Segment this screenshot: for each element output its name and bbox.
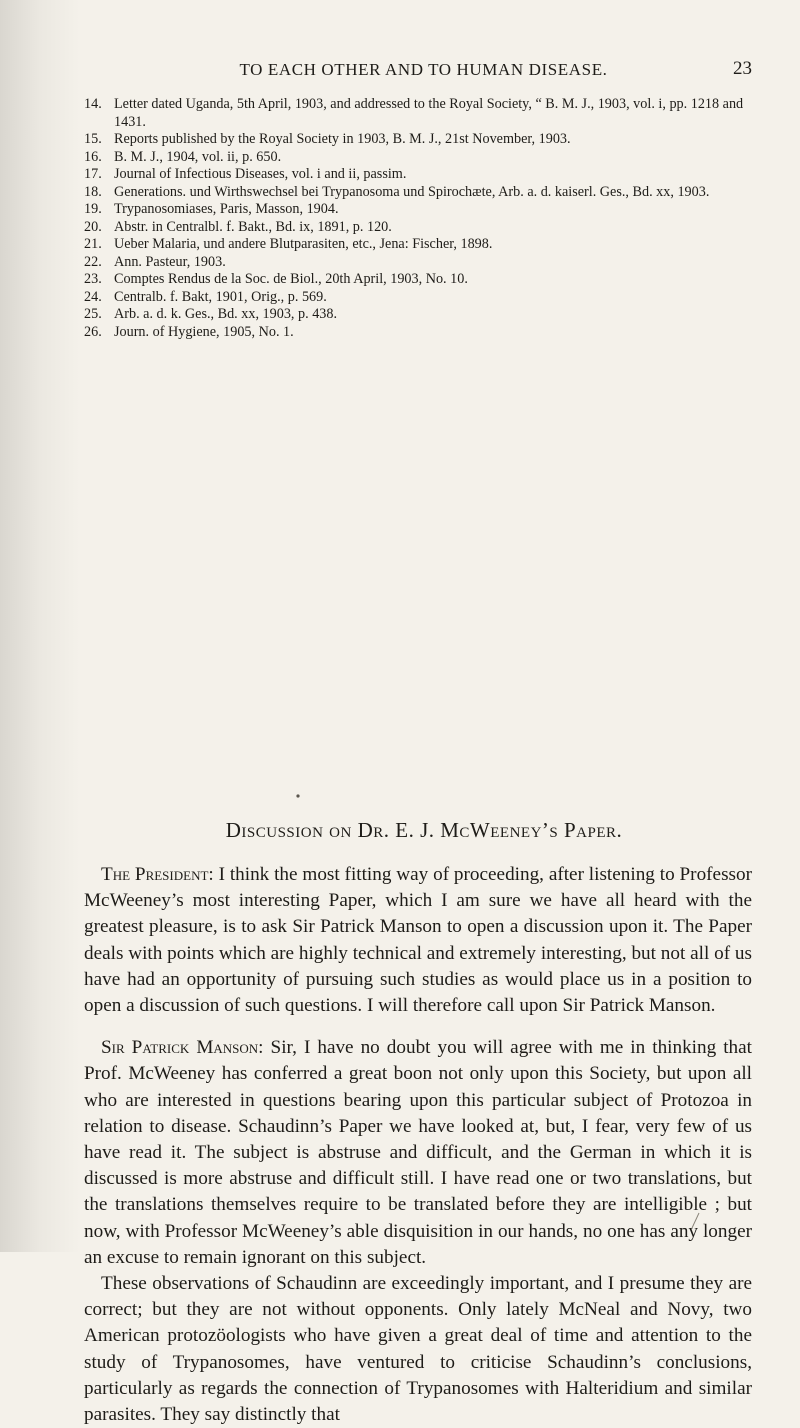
reference-list: [84, 96, 752, 341]
paragraph-continuation: These observations of Schaudinn are exceedingly important, and I presume they are correct; but they are not without opponents. Only lately McNeal and Novy, two American protozöologists who have given a great deal of time and attention to the study of Trypanosomes, have ventured to criticise Schaudinn’s conclusions, particularly as regards the connection of Trypanosomes with Halteridium and similar parasites. They say distinctly that: [84, 1273, 752, 1426]
discussion-body: [84, 862, 752, 1428]
reference-item: 21. Ueber Malaria, und andere Blutparasiten, etc., Jena: Fischer, 1898.: [84, 236, 493, 252]
discussion-heading: Discussion on Dr. E. J. McWeeney’s Paper.: [225, 818, 623, 842]
reference-item: 15. Reports published by the Royal Society in 1903, B. M. J., 21st November, 1903.: [84, 131, 571, 147]
page-number: 23: [733, 58, 752, 79]
speaker-label: The President: [101, 864, 209, 885]
reference-item: 16. B. M. J., 1904, vol. ii, p. 650.: [84, 148, 282, 165]
reference-item: 19. Trypanosomiases, Paris, Masson, 1904.: [84, 201, 339, 217]
reference-item: 22. Ann. Pasteur, 1903.: [84, 253, 226, 270]
reference-item: 14. Letter dated Uganda, 5th April, 1903, and addressed to the Royal Society, “ B. M. J., 1903, vol. i, pp. 1218 and 1431.: [84, 96, 744, 130]
stray-pencil-mark: [690, 1210, 702, 1230]
reference-item: 25. Arb. a. d. k. Ges., Bd. xx, 1903, p. 438.: [84, 306, 338, 322]
reference-item: 23. Comptes Rendus de la Soc. de Biol., 20th April, 1903, No. 10.: [84, 271, 468, 287]
reference-item: 20. Abstr. in Centralbl. f. Bakt., Bd. ix, 1891, p. 120.: [84, 218, 392, 235]
paragraph-president: The President: I think the most fitting way of proceeding, after listening to Professor McWeeney’s most interesting Paper, which I am sure we have all heard with the greatest pleasure, is to ask Sir Patrick Manson to open a discussion upon it. The Paper deals with points which are highly technical and extremely interesting, but not all of us have had an opportunity of pursuing such studies as would place us in a position to open a discussion of such questions. I will therefore call upon Sir Patrick Manson.: [84, 864, 752, 1017]
header-title: TO EACH OTHER AND TO HUMAN DISEASE.: [239, 60, 608, 79]
ornament-dot: [295, 793, 301, 799]
reference-item: 24. Centralb. f. Bakt, 1901, Orig., p. 569.: [84, 288, 327, 305]
paragraph-manson: Sir Patrick Manson: Sir, I have no doubt you will agree with me in thinking that Prof. McWeeney has conferred a great boon not only upon this Society, but upon all who are interested in questions bearing upon this particular subject of Protozoa in relation to disease. Schaudinn’s Paper we have looked at, but, I fear, very few of us have read it. The subject is abstruse and difficult, and the German in which it is discussed is more abstruse and difficult still. I have read one or two translations, but the translations themselves require to be translated before they are intelligible ; but now, with Professor McWeeney’s able disquisition in our hands, no one has any longer an excuse to remain ignorant on this subject.: [84, 1037, 752, 1268]
speaker-label: Sir Patrick Manson: [101, 1037, 259, 1059]
running-header: [95, 58, 752, 82]
reference-item: 18. Generations. und Wirthswechsel bei Trypanosoma und Spirochæte, Arb. a. d. kaiserl. Ges., Bd. xx, 1903.: [84, 183, 710, 200]
reference-item: 17. Journal of Infectious Diseases, vol. i and ii, passim.: [84, 166, 407, 182]
reference-item: 26. Journ. of Hygiene, 1905, No. 1.: [84, 323, 294, 340]
